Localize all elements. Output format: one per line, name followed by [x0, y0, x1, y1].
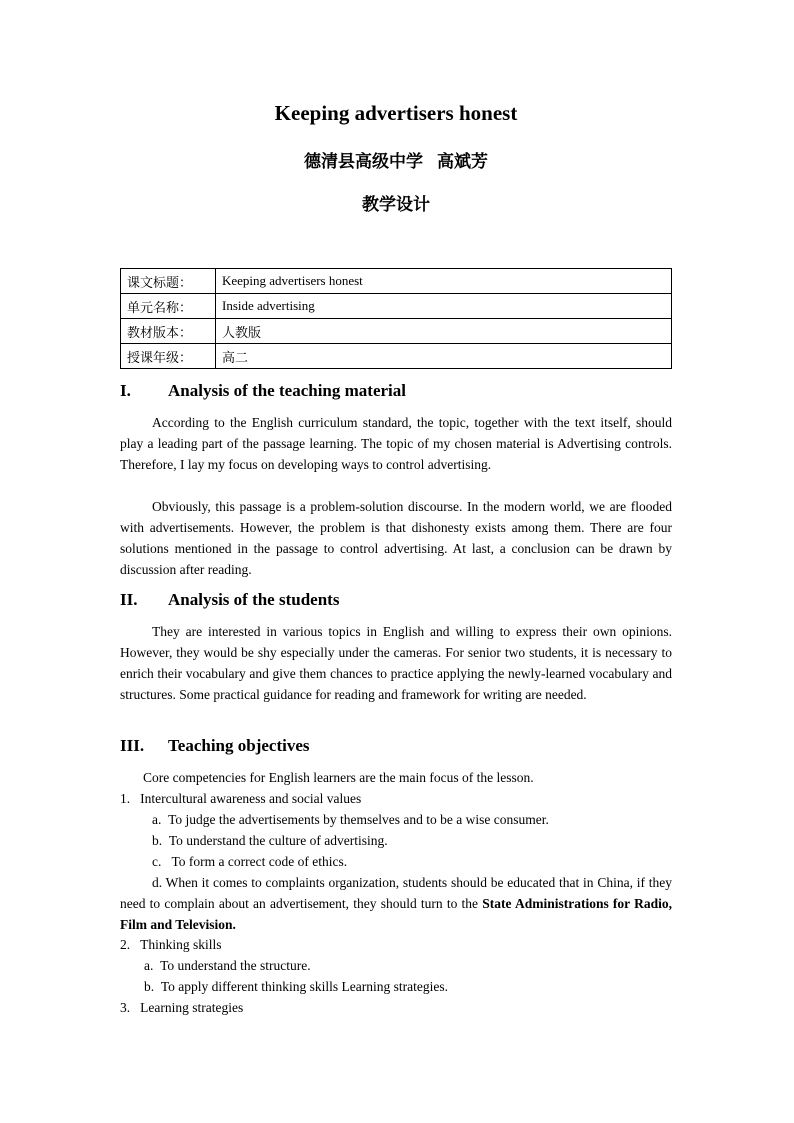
section-title: Analysis of the students: [168, 590, 340, 609]
table-row: [121, 319, 672, 344]
list-text: Thinking skills: [140, 937, 222, 952]
list-item: [120, 934, 222, 955]
section-number: III.: [120, 736, 145, 755]
author-name: 高斌芳: [437, 152, 488, 172]
info-value: 人教版: [216, 319, 672, 344]
list-item: [120, 788, 361, 809]
section-number: I.: [120, 381, 131, 400]
objectives-intro: Core competencies for English learners are the main focus of the lesson.: [143, 770, 534, 785]
paragraph: [120, 872, 672, 935]
section-heading: [120, 381, 406, 401]
table-row: [121, 269, 672, 294]
list-number: 1.: [120, 791, 131, 806]
info-value: 高二: [216, 344, 672, 369]
sub-list-item: a. To judge the advertisements by themselves and to be a wise consumer.: [152, 812, 549, 827]
table-row: [121, 294, 672, 319]
info-key: 单元名称：: [121, 294, 216, 319]
table-row: [121, 344, 672, 369]
paragraph: They are interested in various topics in English and willing to express their own opinions. However, they would be shy especially under the cameras. For senior two students, it is necessary to enrich their vocabulary and give them chances to practice applying the newly-learned vocabulary and structures. Some practical guidance for reading and framework for writing are needed.: [120, 624, 672, 702]
list-number: 2.: [120, 937, 131, 952]
list-text: Intercultural awareness and social values: [140, 791, 362, 806]
sub-list-item: c. To form a correct code of ethics.: [152, 854, 348, 869]
list-number: 3.: [120, 1000, 131, 1015]
sub-list-item: a. To understand the structure.: [144, 958, 311, 973]
info-key: 教材版本：: [121, 319, 216, 344]
paragraph: According to the English curriculum standard, the topic, together with the text itself, should play a leading part of the passage learning. The topic of my chosen material is Advertising controls. Therefore, I lay my focus on developing ways to control advertising.: [120, 415, 672, 472]
sub-list-item: b. To apply different thinking skills Learning strategies.: [144, 979, 448, 994]
paragraph-bold: State Administrations for Radio, Film and Television.: [120, 896, 672, 932]
sub-list-item: b. To understand the culture of advertising.: [152, 833, 388, 848]
section-title: Analysis of the teaching material: [168, 381, 406, 400]
paragraph: Obviously, this passage is a problem-solution discourse. In the modern world, we are flooded with advertisements. However, the problem is that dishonesty exists among them. There are four solutions mentioned in the passage to control advertising. At last, a conclusion can be drawn by discussion after reading.: [120, 499, 672, 577]
section-number: II.: [120, 590, 138, 609]
author-school: 德清县高级中学: [304, 152, 423, 172]
list-text: Learning strategies: [140, 1000, 244, 1015]
document-title: Keeping advertisers honest: [274, 101, 518, 125]
info-value: Inside advertising: [216, 294, 672, 319]
list-item: [120, 997, 243, 1018]
section-heading: [120, 736, 310, 756]
document-type: 教学设计: [362, 195, 430, 215]
info-key: 授课年级：: [121, 344, 216, 369]
info-value: Keeping advertisers honest: [216, 269, 672, 294]
lesson-info-table: [120, 268, 672, 369]
paragraph-text: d. When it comes to complaints organization, students should be educated that in China, if they need to complain about an advertisement, they should turn to the: [120, 875, 672, 911]
author-line: [120, 147, 672, 172]
section-title: Teaching objectives: [168, 736, 310, 755]
info-key: 课文标题：: [121, 269, 216, 294]
section-heading: [120, 590, 339, 610]
